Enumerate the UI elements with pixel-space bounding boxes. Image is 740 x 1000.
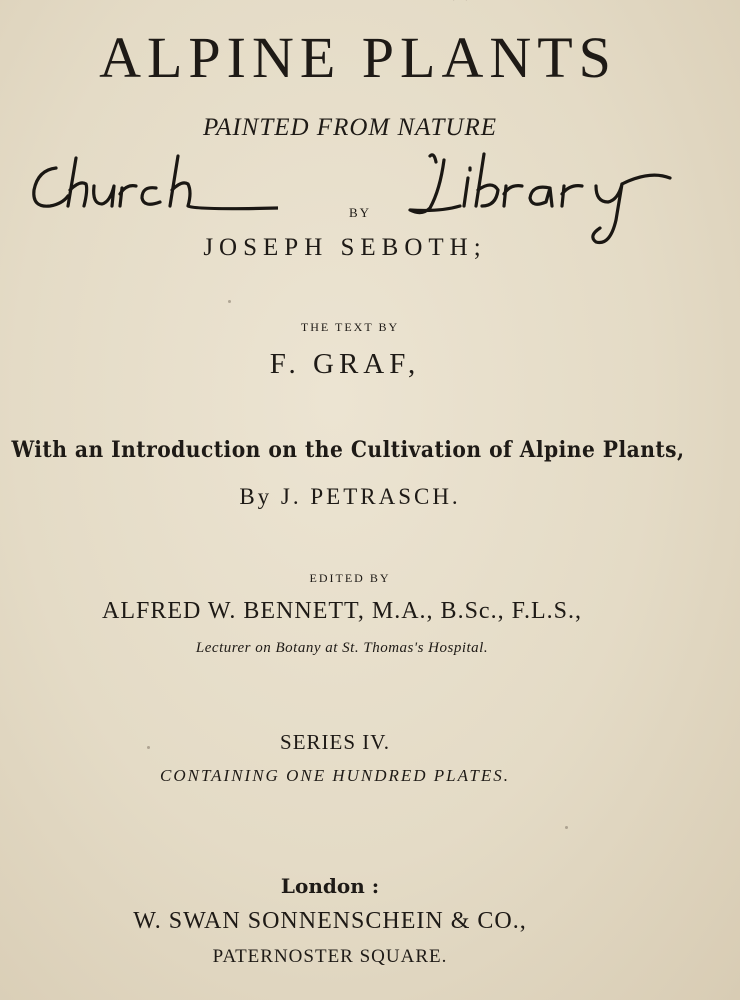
publisher-address: PATERNOSTER SQUARE. (212, 946, 448, 967)
by-label: BY (348, 205, 372, 220)
editor-role: Lecturer on Botany at St. Thomas's Hospital. (195, 640, 489, 656)
editor-name: ALFRED W. BENNETT, M.A., B.Sc., F.L.S., (102, 598, 582, 624)
subtitle-painted: PAINTED FROM NATURE (203, 114, 497, 141)
paper-speck (147, 746, 150, 749)
paper-speck (565, 826, 568, 829)
book-title: ALPINE PLANTS (99, 25, 617, 90)
plates-count: CONTAINING ONE HUNDRED PLATES. (160, 766, 510, 785)
introduction-line: With an Introduction on the Cultivation of Alpine Plants, (11, 437, 685, 463)
text-author: F. GRAF, (269, 348, 421, 380)
ornament-icon (440, 0, 480, 8)
handwritten-left-text (0, 0, 1, 1)
introduction-author: By J. PETRASCH. (239, 484, 461, 509)
author-name: JOSEPH SEBOTH; (203, 234, 487, 261)
paper-speck (228, 300, 231, 303)
imprint-city: London : (280, 874, 380, 898)
text-by-label: THE TEXT BY (300, 320, 400, 334)
series-number: SERIES IV. (280, 730, 390, 754)
publisher-name: W. SWAN SONNENSCHEIN & CO., (133, 908, 527, 934)
handwritten-right-text (0, 0, 1, 1)
edited-by-label: EDITED BY (309, 571, 391, 585)
